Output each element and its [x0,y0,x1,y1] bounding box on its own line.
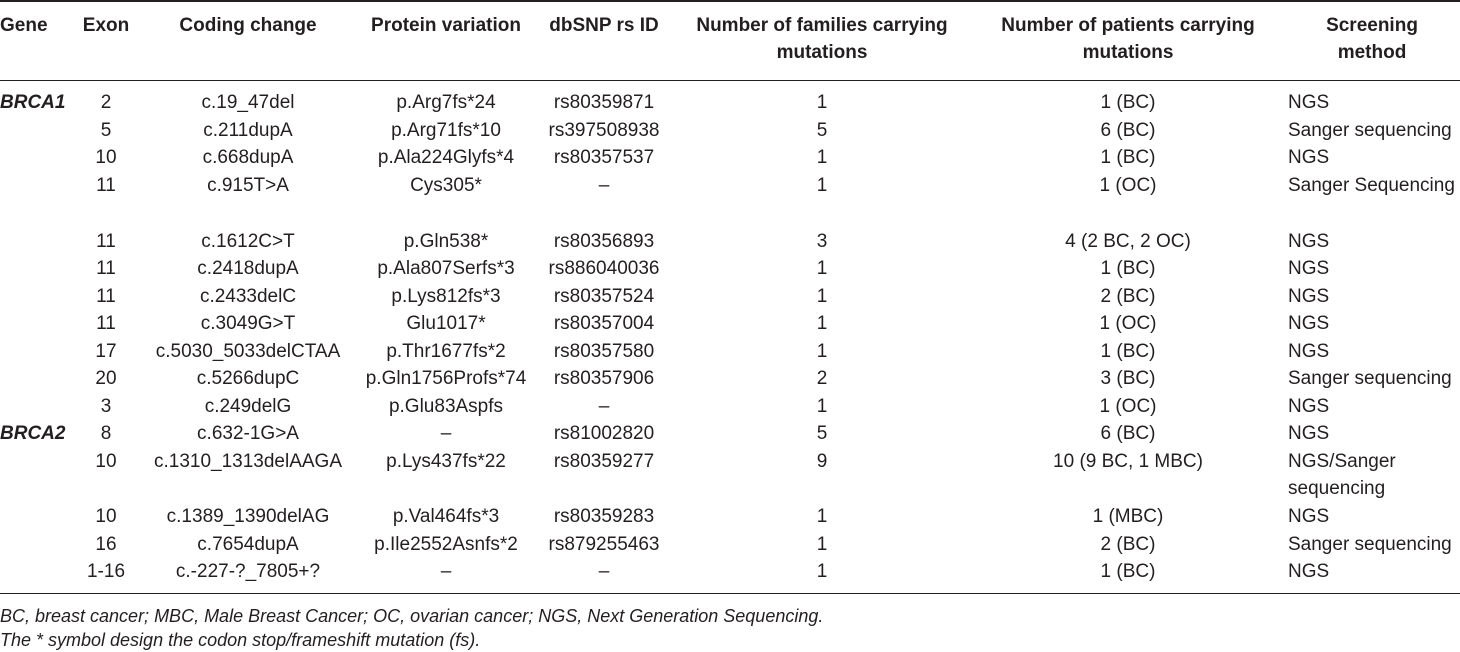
cell-protein-variation: p.Thr1677fs*2 [386,341,506,362]
cell-screening-method: NGS [1288,423,1330,444]
cell-dbsnp: rs80357537 [553,147,655,168]
cell-families: 5 [816,120,828,141]
cell-coding-change: c.5266dupC [196,368,300,389]
header-dbsnp: dbSNP rs ID [549,15,659,36]
cell-screening-method: NGS [1288,286,1330,307]
cell-exon: 20 [95,368,117,389]
cell-exon: 8 [100,423,112,444]
cell-patients: 1 (BC) [1100,147,1156,168]
cell-coding-change: c.2433delC [199,286,297,307]
cell-exon: 16 [95,534,117,555]
cell-exon: 17 [95,341,117,362]
cell-patients: 1 (BC) [1100,341,1156,362]
cell-families: 1 [816,506,828,527]
cell-patients: 1 (OC) [1099,175,1157,196]
cell-dbsnp: rs397508938 [548,120,660,141]
cell-protein-variation: – [440,561,452,582]
cell-families: 1 [816,286,828,307]
cell-patients: 2 (BC) [1100,286,1156,307]
cell-patients: 3 (BC) [1100,368,1156,389]
cell-coding-change: c.5030_5033delCTAA [155,341,341,362]
cell-coding-change: c.-227-?_7805+? [175,561,321,582]
cell-dbsnp: rs80357906 [553,368,655,389]
footnote-abbreviations: BC, breast cancer; MBC, Male Breast Cancer; OC, ovarian cancer; NGS, Next Generation Sequencing. [0,606,824,626]
cell-families: 1 [816,534,828,555]
header-exon: Exon [82,15,130,36]
cell-dbsnp: rs80357580 [553,341,655,362]
cell-dbsnp: rs80359871 [553,92,655,113]
cell-coding-change: c.1389_1390delAG [166,506,330,527]
cell-screening-method: NGS [1288,561,1330,582]
header-rule [0,80,1460,81]
cell-dbsnp: rs80359283 [553,506,655,527]
cell-protein-variation: – [440,423,452,444]
cell-patients: 1 (MBC) [1092,506,1164,527]
cell-families: 1 [816,147,828,168]
cell-protein-variation: Cys305* [410,175,482,196]
cell-protein-variation: p.Ala224Glyfs*4 [377,147,515,168]
cell-families: 2 [816,368,828,389]
cell-screening-method: NGS [1288,341,1330,362]
cell-patients: 1 (BC) [1100,258,1156,279]
cell-exon: 2 [100,92,112,113]
cell-protein-variation: p.Lys437fs*22 [386,451,506,472]
cell-patients: 6 (BC) [1100,423,1156,444]
cell-protein-variation: p.Arg7fs*24 [396,92,496,113]
table-top-rule [0,0,1460,2]
cell-patients: 2 (BC) [1100,534,1156,555]
cell-exon: 11 [96,286,116,307]
cell-coding-change: c.668dupA [202,147,294,168]
cell-exon: 11 [96,313,116,334]
cell-dbsnp: – [598,561,610,582]
cell-exon: 11 [96,175,116,196]
cell-patients: 4 (2 BC, 2 OC) [1065,231,1191,252]
header-protein-variation: Protein variation [371,15,521,36]
cell-patients: 6 (BC) [1100,120,1156,141]
cell-coding-change: c.632-1G>A [197,423,299,444]
cell-exon: 11 [96,258,116,279]
cell-families: 1 [816,92,828,113]
cell-coding-change: c.7654dupA [197,534,299,555]
cell-dbsnp: – [598,175,610,196]
cell-screening-method: Sanger sequencing [1288,534,1452,555]
header-screening-method: Screening method [1326,15,1418,63]
cell-dbsnp: – [598,396,610,417]
cell-exon: 3 [100,396,112,417]
cell-families: 9 [816,451,828,472]
cell-dbsnp: rs879255463 [548,534,660,555]
cell-screening-method: NGS [1288,506,1330,527]
cell-coding-change: c.2418dupA [197,258,299,279]
cell-exon: 1-16 [86,561,126,582]
cell-coding-change: c.915T>A [207,175,289,196]
cell-coding-change: c.249delG [204,396,292,417]
cell-families: 1 [816,313,828,334]
cell-exon: 10 [95,147,117,168]
cell-screening-method: Sanger Sequencing [1288,175,1455,196]
cell-families: 3 [816,231,828,252]
cell-patients: 1 (OC) [1099,313,1157,334]
cell-screening-method: NGS [1288,258,1330,279]
cell-protein-variation: p.Gln538* [403,231,489,252]
cell-families: 1 [816,561,828,582]
cell-patients: 1 (BC) [1100,561,1156,582]
cell-exon: 10 [95,506,117,527]
cell-protein-variation: p.Gln1756Profs*74 [365,368,527,389]
cell-coding-change: c.19_47del [201,92,295,113]
cell-patients: 1 (BC) [1100,92,1156,113]
cell-screening-method: NGS [1288,396,1330,417]
gene-brca1: BRCA1 [0,92,66,113]
header-patients: Number of patients carrying mutations [1001,15,1255,63]
cell-coding-change: c.1612C>T [201,231,295,252]
cell-families: 1 [816,396,828,417]
cell-screening-method: Sanger sequencing [1288,368,1452,389]
cell-coding-change: c.3049G>T [200,313,296,334]
header-gene: Gene [0,15,48,36]
table-bottom-rule [0,593,1460,594]
cell-protein-variation: p.Glu83Aspfs [388,396,504,417]
cell-families: 1 [816,341,828,362]
cell-protein-variation: p.Ile2552Asnfs*2 [374,534,518,555]
cell-dbsnp: rs80356893 [553,231,655,252]
footnote-symbol: The * symbol design the codon stop/frameshift mutation (fs). [0,630,481,650]
cell-patients: 10 (9 BC, 1 MBC) [1053,451,1203,472]
cell-dbsnp: rs80357524 [553,286,655,307]
cell-screening-method: NGS [1288,147,1330,168]
cell-screening-method: NGS [1288,313,1330,334]
gene-brca2: BRCA2 [0,423,66,444]
cell-screening-method: NGS/Sanger sequencing [1288,451,1396,499]
cell-dbsnp: rs81002820 [553,423,655,444]
cell-protein-variation: p.Arg71fs*10 [391,120,501,141]
cell-protein-variation: Glu1017* [406,313,486,334]
cell-screening-method: Sanger sequencing [1288,120,1452,141]
header-families: Number of families carrying mutations [696,15,948,63]
cell-exon: 11 [96,231,116,252]
cell-exon: 5 [100,120,112,141]
cell-coding-change: c.1310_1313delAAGA [153,451,343,472]
cell-coding-change: c.211dupA [203,120,293,141]
cell-families: 1 [816,258,828,279]
cell-dbsnp: rs80357004 [553,313,655,334]
cell-families: 1 [816,175,828,196]
cell-exon: 10 [95,451,117,472]
cell-protein-variation: p.Ala807Serfs*3 [377,258,515,279]
cell-patients: 1 (OC) [1099,396,1157,417]
cell-screening-method: NGS [1288,231,1330,252]
cell-families: 5 [816,423,828,444]
cell-screening-method: NGS [1288,92,1330,113]
cell-dbsnp: rs886040036 [548,258,660,279]
header-coding-change: Coding change [179,15,317,36]
cell-protein-variation: p.Lys812fs*3 [391,286,501,307]
cell-dbsnp: rs80359277 [553,451,655,472]
cell-protein-variation: p.Val464fs*3 [392,506,500,527]
